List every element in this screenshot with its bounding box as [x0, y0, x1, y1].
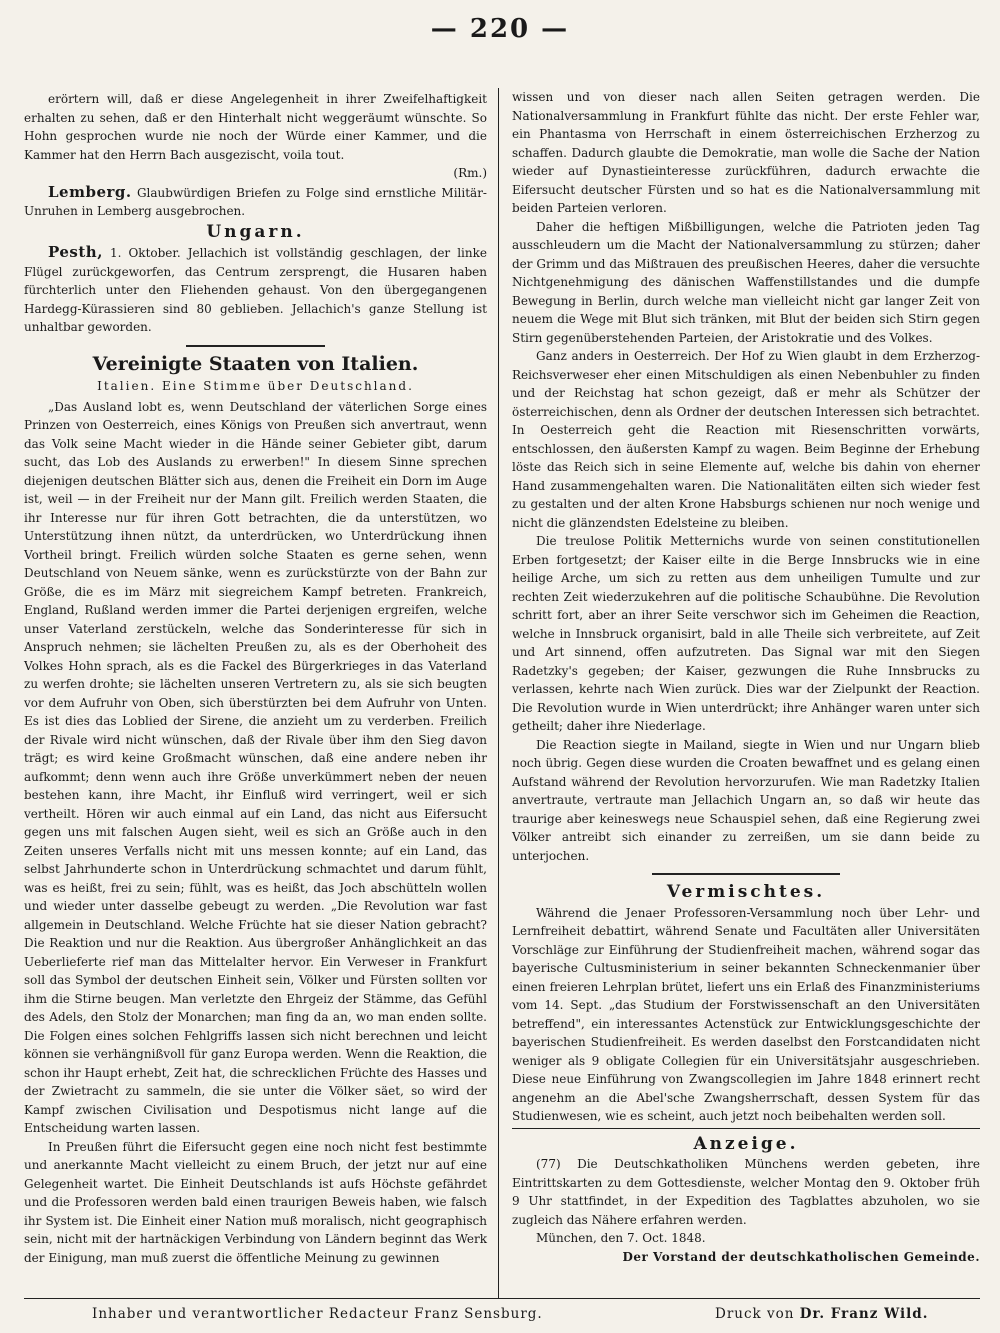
paragraph: Die treulose Politik Metternichs wurde von seinen constitutionellen Erben fortgesetzt; der Kaiser eilte in die Berge Innsbrucks wie in eine heilige Arche, um sich zu retten aus dem unheiligen Tumulte und zur rechten Zeit wiederzukehren auf die politische Schaubühne. Die Revolution schritt fort, aber an ihrer Seite verschwor sich im Geheimen die Reaction, welche in Innsbruck organisirt, bald in alle Theile sich verbreitete, auf Zeit und Art sinnend, offen aufzutreten. Das Signal war mit den Siegen Radetzky's gegeben; der Kaiser, gezwungen die Ruhe Innsbrucks zu verlassen, kehrte nach Wien zurück. Dies war der Zielpunkt der Reaction. Die Revolution wurde in Wien unterdrückt; ihre Anhänger waren unter sich getheilt; daher ihre Niederlage.	[512, 534, 980, 733]
footer-printer-name: Dr. Franz Wild.	[799, 1306, 929, 1322]
page-number: — 220 —	[430, 14, 570, 44]
section-heading-italien: Vereinigte Staaten von Italien.	[92, 352, 419, 375]
news-text: 1. Oktober. Jellachich ist vollständig geschlagen, der linke Flügel zurückgeworfen, das Centrum zersprengt, die Husaren haben fürchterlich unter den Fliehenden gehaust. Von den übergegangenen Hardegg-Kürassieren sind 80 geblieben. Jellachich's ganze Stellung ist unhaltbar geworden.	[24, 246, 487, 334]
paragraph: Ganz anders in Oesterreich. Der Hof zu Wien glaubt in dem Erzherzog-Reichsverweser eher einen Mitschuldigen als einen Nebenbuhler zu finden und der Reichstag hat schon gezeigt, daß er mehr als Schützer der österreichischen, denn als Ordner der deutschen Interessen sich betrachtet. In Oesterreich geht die Reaction mit Riesenschritten vorwärts, entschlossen, den äußersten Kampf zu wagen. Beim Beginne der Erhebung löste das Reich sich in seine Elemente auf, welche bis dahin von eherner Hand zusammengehalten waren. Die Nationalitäten eilten sich wieder fest zu gestalten und der alten Krone Habsburgs schienen nur noch wenige und nicht die glänzendsten Edelsteine zu bleiben.	[512, 349, 980, 530]
paragraph: In Preußen führt die Eifersucht gegen eine noch nicht fest bestimmte und anerkannte Macht vielleicht zu einem Bruch, der jetzt nur auf eine Gelegenheit wartet. Die Einheit Deutschlands ist aufs Höchste gefährdet und die Professoren werden bald einen traurigen Beweis haben, wie falsch ihr System ist. Die Einheit einer Nation muß moralisch, nicht geographisch sein, nicht mit der hartnäckigen Verbindung von Ländern beginnt das Werk der Einigung, man muß zuerst die öffentliche Meinung zu gewinnen	[24, 1139, 487, 1265]
advertisement-signature: Der Vorstand der deutschkatholischen Gemeinde.	[622, 1249, 980, 1264]
place-name: Lemberg.	[48, 182, 132, 201]
news-item-lemberg	[24, 183, 487, 221]
advertisement-text: (77) Die Deutschkatholiken Münchens werden gebeten, ihre Eintrittskarten zu dem Gottesdienste, welcher Montag den 9. Oktober früh 9 Uhr stattfindet, in der Expedition des Tagblattes abzuholen, wo sie zugleich das Nähere erfahren werden.	[512, 1157, 980, 1227]
separator-rule	[186, 345, 325, 347]
paragraph: Daher die heftigen Mißbilligungen, welche die Patrioten jeden Tag ausschleudern um die Macht der Nationalversammlung zu stürzen; daher der Grimm und das Mißtrauen des preußischen Heeres, daher die versuchte Nichtgenehmigung des dänischen Waffenstillstandes und die dumpfe Bewegung in Berlin, durch welche man vielleicht nicht gar langer Zeit von neuem die Wege mit Blut sich tränken, mit Blut der beiden sich Stirn gegen Stirn gegenüberstehenden Parteien, der Aristokratie und des Volkes.	[512, 219, 980, 345]
paragraph: „Das Ausland lobt es, wenn Deutschland der väterlichen Sorge eines Prinzen von Oesterreich, eines Königs von Preußen sich anvertraut, wenn das Volk seine Macht wieder in die Hände seiner Gebieter gibt, darum sucht, das Lob des Auslands zu erwerben!" In diesem Sinne sprechen diejenigen deutschen Blätter sich aus, denen die Freiheit ein Dorn im Auge ist, weil — in der Freiheit nur der Mann gilt. Freilich werden Staaten, die ihr Interesse nur für ihren Gott betrachten, die da unterstützen, wo Unterstützung ihnen nützt, da unterdrücken, wo Unterdrückung ihnen Vortheil bringt. Freilich würden solche Staaten es gerne sehen, wenn Deutschland von Neuem sänke, wenn es zurückstürzte von der Bahn zur Größe, die es im März mit siegreichem Kampf betreten. Frankreich, England, Rußland werden immer die Partei derjenigen ergreifen, welche unser Vaterland zerstückeln, welche das Sonderinteresse für sich in Anspruch nehmen; sie lächelten Preußen zu, als es der Oberhoheit des Volkes Hohn sprach, als es die Fackel des Bürgerkrieges in das Vaterland zu werfen drohte; sie lächelten unseren Vertretern zu, als sie sich beugten vor dem Aufruhr von Oben, sich überstürzten bei dem Aufruhr von Unten. Es ist dies das Loblied der Sirene, die anzieht um zu verderben. Freilich der Rivale wird nicht wünschen, daß der Rivale über ihm den Sieg davon trägt; es wird keine Großmacht wünschen, daß eine andere neben ihr aufkommt; denn wenn auch ihre Größe unverkümmert neben der neuen bestehen kann, ihre Macht, ihr Einfluß wird verringert, weil er sich vertheilt. Hören wir auch einmal auf ein Land, das nicht aus Eifersucht gegen uns mit falschen Augen sieht, weil es sich an Größe auch in den Zeiten unseres Verfalls nicht mit uns messen konnte; auf ein Land, das selbst Jahrhunderte schon in Unterdrückung schmachtet und darum fühlt, was es heißt, frei zu sein; fühlt, was es heißt, das Joch abschütteln wollen und wieder unter dasselbe gebeugt zu werden. „Die Revolution war fast allgemein in Deutschland. Welche Früchte hat sie dieser Nation gebracht? Die Reaktion und nur die Reaktion. Aus übergroßer Anhänglichkeit an das Ueberlieferte rief man das Mittelalter hervor. Ein Verweser in Frankfurt soll das Symbol der deutschen Einheit sein, Völker und Fürsten sollten vor ihm die Stirne beugen. Man verletzte den Ehrgeiz der Stämme, das Gefühl des Adels, den Stolz der Monarchen; man fing da an, wo man enden sollte. Die Folgen eines solchen Fehlgriffs lassen sich nicht berechnen und leicht können sie verhängnißvoll für ganz Europa werden. Wenn die Reaktion, die schon ihr Haupt erhebt, Zeit hat, die schrecklichen Früchte des Hasses und der Zwietracht zu sammeln, die sie unter die Völker säet, so wird der Kampf zwischen Civilisation und Despotismus nicht lange auf die Entscheidung warten lassen.	[24, 399, 487, 1135]
footer-editor: Inhaber und verantwortlicher Redacteur Franz Sensburg.	[92, 1306, 543, 1322]
subheading: Italien. Eine Stimme über Deutschland.	[97, 379, 414, 393]
right-column	[512, 88, 980, 1266]
paragraph: erörtern will, daß er diese Angelegenheit in ihrer Zweifelhaftigkeit erhalten zu sehen, daß er den Hinterhalt nicht weggeräumt wünschte. So Hohn gesprochen wurde nie noch der Würde einer Kammer, und die Kammer hat den Herrn Bach ausgezischt, voila tout.	[24, 92, 487, 162]
advertisement-date: München, den 7. Oct. 1848.	[536, 1231, 706, 1245]
separator-rule	[652, 873, 839, 875]
section-heading-anzeige: Anzeige.	[693, 1133, 799, 1154]
news-item-pesth	[24, 243, 487, 337]
paragraph: Die Reaction siegte in Mailand, siegte in Wien und nur Ungarn blieb noch übrig. Gegen diese wurden die Croaten bewaffnet und es gelang einen Aufstand während der Revolution hervorzurufen. Wie man Radetzky Italien anvertraute, vertraute man Jellachich Ungarn an, so daß wir heute das traurige aber keineswegs neue Schauspiel sehen, daß eine Regierung zwei Völker antreibt sich einander zu zerreißen, um sie dann beide zu unterjochen.	[512, 737, 980, 863]
footer-rule	[24, 1298, 980, 1299]
paragraph: wissen und von dieser nach allen Seiten getragen werden. Die Nationalversammlung in Frankfurt fühlte das nicht. Der erste Fehler war, ein Phantasma von Herrschaft in einem österreichischen Erzherzog zu schaffen. Dadurch glaubte die Demokratie, man wolle die Sache der Nation wieder auf Dynastieinteresse zurückführen, dadurch erwachte die Eifersucht deutscher Fürsten und so hat es die Nationalversammlung mit beiden Parteien verloren.	[512, 90, 980, 215]
news-text: Glaubwürdigen Briefen zu Folge sind ernstliche Militär-Unruhen in Lemberg ausgebrochen.	[24, 185, 487, 218]
column-divider	[498, 88, 499, 1298]
place-name: Pesth,	[48, 243, 103, 261]
left-column	[24, 90, 487, 1267]
section-heading-ungarn: Ungarn.	[206, 221, 305, 242]
byline: (Rm.)	[453, 166, 487, 180]
footer-printer	[715, 1306, 928, 1322]
footer-printer-prefix: Druck von	[715, 1306, 800, 1322]
section-heading-vermischtes: Vermischtes.	[666, 882, 826, 902]
paragraph: Während die Jenaer Professoren-Versammlung noch über Lehr- und Lernfreiheit debattirt, während Senate und Facultäten aller Universitäten Vorschläge zur Einführung der Studienfreiheit machen, während sogar das bayerische Cultusministerium in seiner bekannten Schneckenmanier über einen freieren Lehrplan brütet, liefert uns ein Erlaß des Finanzministeriums vom 14. Sept. „das Studium der Forstwissenschaft an den Universitäten betreffend", ein interessantes Actenstück zur Entwicklungsgeschichte der bayerischen Studienfreiheit. Es werden daselbst den Forstcandidaten nicht weniger als 9 obligate Collegien für ein Universitätsjahr ausgeschrieben. Diese neue Einführung von Zwangscollegien im Jahre 1848 erinnert recht angenehm an die Abel'sche Zwangsherrschaft, dessen System für das Studienwesen, wie es scheint, auch jetzt noch beibehalten werden soll.	[512, 905, 980, 1123]
separator-rule	[512, 1128, 980, 1129]
